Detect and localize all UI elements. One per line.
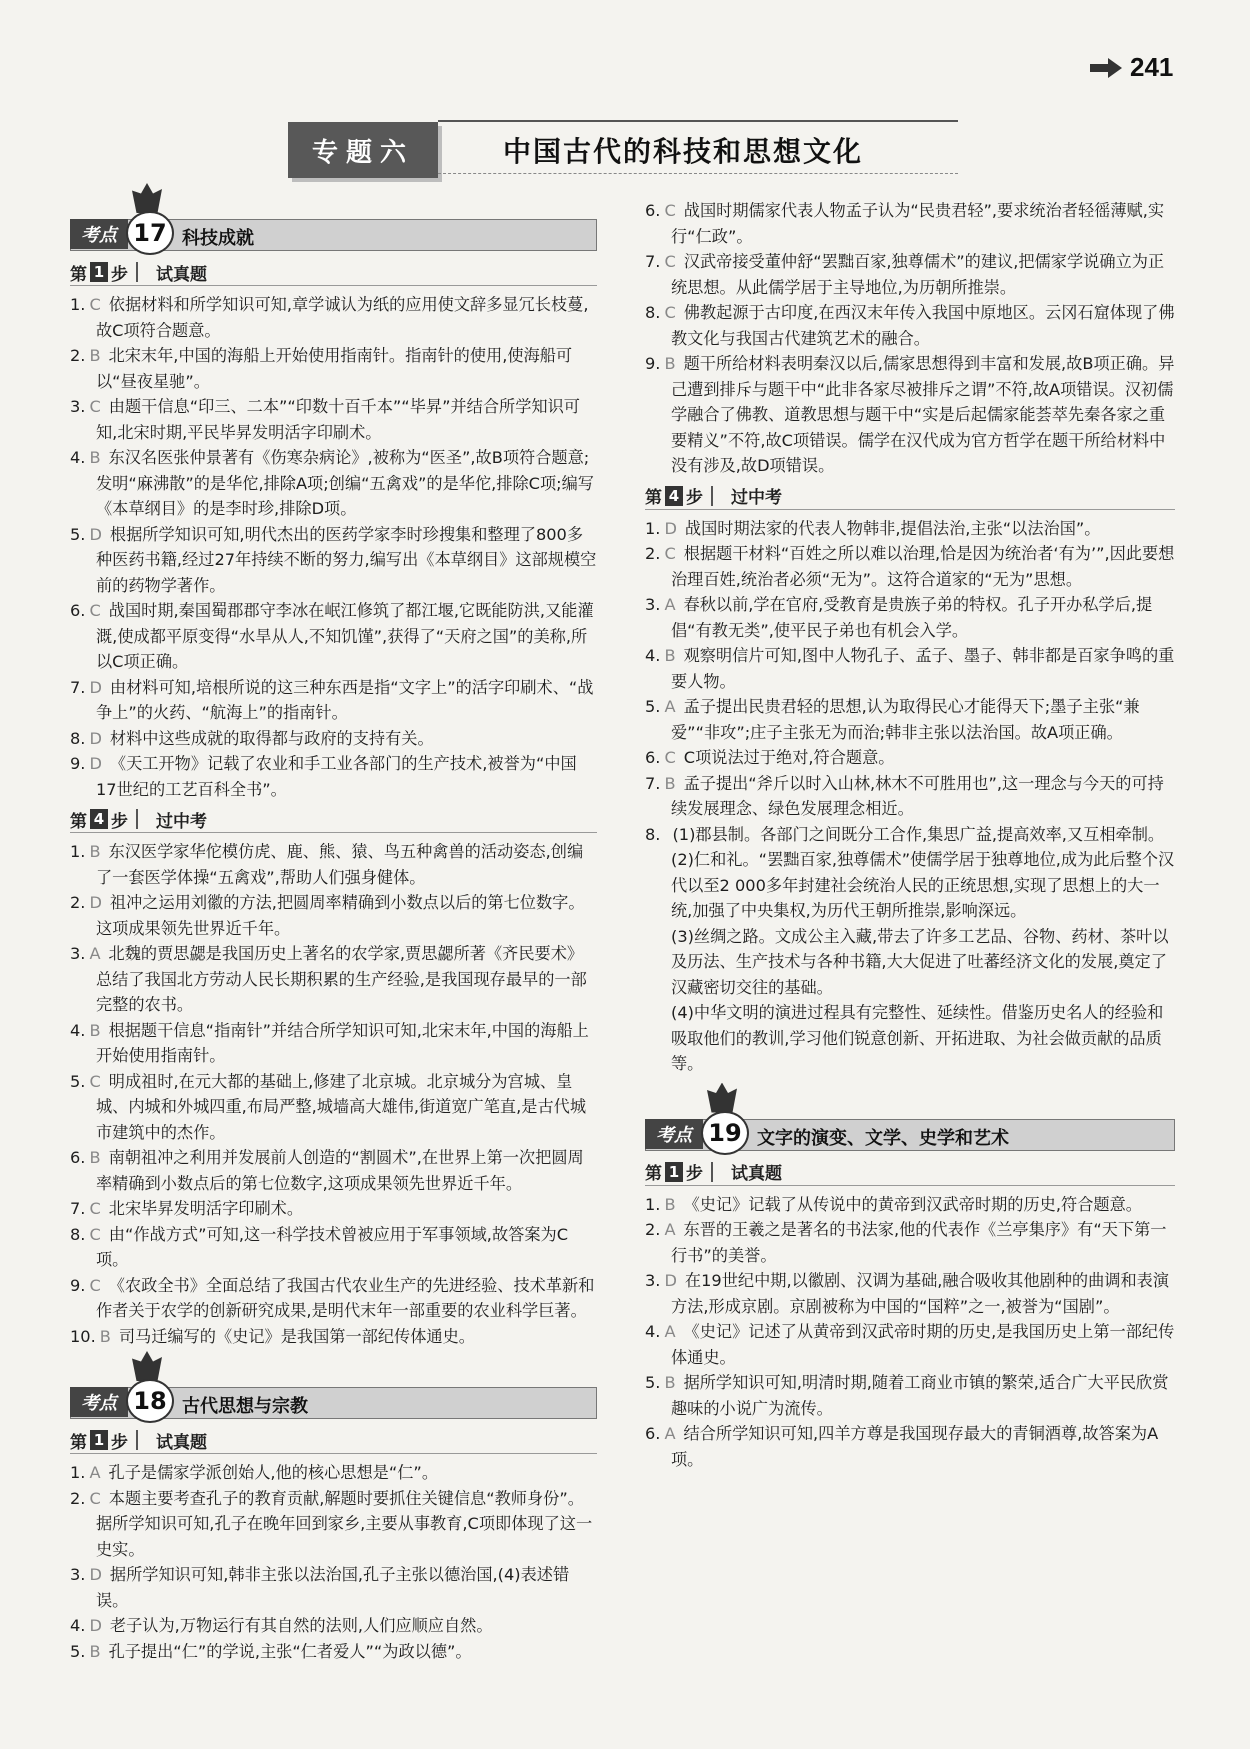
explanation-text: 东汉医学家华佗模仿虎、鹿、熊、猿、鸟五种禽兽的活动姿态,创编了一套医学体操“五禽戏”,帮助人们强身健体。	[96, 842, 584, 887]
question-number: 2.	[70, 893, 86, 912]
answer-letter: B	[89, 1148, 101, 1167]
question-number: 6.	[645, 1424, 661, 1443]
explanation-text: 《农政全书》全面总结了我国古代农业生产的先进经验、技术革新和作者关于农学的创新研究成果,是明代末年一部重要的农业科学巨著。	[96, 1275, 595, 1320]
question-number: 1.	[70, 295, 86, 314]
explanation-text: 战国时期,秦国蜀郡郡守李冰在岷江修筑了都江堰,它既能防洪,又能灌溉,使成都平原变得“水旱从人,不知饥馑”,获得了“天府之国”的美称,所以C项正确。	[96, 601, 594, 671]
answer-letter: A	[664, 697, 676, 716]
answer-item	[645, 300, 1175, 351]
answer-letter: D	[89, 1616, 102, 1635]
step-label: 第	[70, 1432, 87, 1453]
answer-letter: C	[89, 601, 101, 620]
answer-item	[645, 694, 1175, 745]
answer-letter: C	[89, 1224, 101, 1244]
answer-letter: B	[664, 646, 676, 665]
kaodian-17-header	[70, 207, 597, 253]
answer-item	[645, 771, 1175, 822]
step-number: 4	[665, 486, 683, 506]
explanation-text: 孟子提出民贵君轻的思想,认为取得民心才能得天下;墨子主张“兼爱”“非攻”;庄子主张无为而治;韩非主张以法治国。故A项正确。	[671, 697, 1140, 742]
explanation-text: 佛教起源于古印度,在西汉末年传入我国中原地区。云冈石窟体现了佛教文化与我国古代建筑艺术的融合。	[671, 303, 1175, 348]
explanation-text: 本题主要考查孔子的教育贡献,解题时要抓住关键信息“教师身份”。据所学知识可知,孔子在晚年回到家乡,主要从事教育,C项即体现了这一史实。	[96, 1488, 593, 1559]
question-number: 5.	[70, 524, 86, 544]
answer-letter: D	[89, 728, 102, 748]
question-number: 9.	[645, 354, 661, 373]
question-number: 8.	[70, 1224, 86, 1244]
divider	[438, 120, 958, 122]
question-number: 3.	[70, 944, 86, 963]
answer-letter: C	[664, 303, 676, 322]
sub-answer-list	[645, 847, 1175, 1077]
answer-list	[645, 1192, 1175, 1473]
answer-letter: C	[89, 1199, 101, 1218]
answer-item	[70, 1460, 597, 1486]
explanation-text: 结合所学知识可知,四羊方尊是我国现存最大的青铜酒尊,故答案为A项。	[671, 1424, 1159, 1469]
answer-letter: D	[89, 524, 102, 544]
step-separator	[136, 809, 152, 829]
question-number: 5.	[70, 1641, 86, 1661]
answer-item	[645, 198, 1175, 249]
sub-answer: (4)中华文明的演进过程具有完整性、延续性。借鉴历史名人的经验和吸取他们的教训,学习他们锐意创新、开拓进取、为社会做贡献的品质等。	[671, 1003, 1164, 1073]
explanation-text: 东汉名医张仲景著有《伤寒杂病论》,被称为“医圣”,故B项符合题意;发明“麻沸散”的是华佗,排除A项;创编“五禽戏”的是华佗,排除C项;编写《本草纲目》的是李时珍,排除D项。	[96, 448, 594, 518]
question-number: 5.	[645, 1373, 661, 1392]
answer-letter: D	[664, 518, 677, 538]
question-number: 3.	[645, 1271, 661, 1290]
question-number: 2.	[645, 1220, 661, 1239]
answer-item	[645, 592, 1175, 643]
answer-item	[70, 445, 597, 522]
question-number: 4.	[645, 1322, 661, 1341]
step-header	[645, 1159, 1175, 1186]
explanation-text: 根据题干材料“百姓之所以难以治理,恰是因为统治者‘有为’”,因此要想治理百姓,统治者必须“无为”。这符合道家的“无为”思想。	[671, 544, 1175, 589]
step-suffix: 步	[686, 488, 703, 508]
answer-item	[645, 541, 1175, 592]
flame-icon	[132, 1351, 162, 1381]
explanation-text: 据所学知识可知,韩非主张以法治国,孔子主张以德治国,(4)表述错误。	[96, 1565, 570, 1610]
answer-letter: A	[664, 1322, 676, 1341]
kaodian-number: 19	[701, 1111, 749, 1155]
answer-item	[645, 249, 1175, 300]
step-label: 第	[70, 264, 87, 285]
answer-letter: D	[89, 1565, 102, 1584]
answer-list	[70, 292, 597, 802]
question-number: 6.	[645, 748, 661, 767]
divider	[438, 173, 958, 174]
answer-letter: C	[89, 1488, 101, 1508]
topic-title: 中国古代的科技和思想文化	[503, 135, 864, 168]
step-title: 过中考	[156, 811, 207, 832]
explanation-text: 由材料可知,培根所说的这三种东西是指“文字上”的活字印刷术、“战争上”的火药、“航海上”的指南针。	[96, 677, 594, 722]
answer-letter: A	[89, 1463, 101, 1482]
explanation-text: 东晋的王羲之是著名的书法家,他的代表作《兰亭集序》有“天下第一行书”的美誉。	[671, 1220, 1167, 1265]
explanation-text: 战国时期法家的代表人物韩非,提倡法治,主张“以法治国”。	[684, 518, 1101, 538]
explanation-text: 题干所给材料表明秦汉以后,儒家思想得到丰富和发展,故B项正确。异己遭到排斥与题干中“此非各家尽被排斥之谓”不符,故A项错误。汉初儒学融合了佛教、道教思想与题干中“实是后起儒家能荟萃先秦各家之重要精义”不符,故C项错误。儒学在汉代成为官方哲学在题干所给材料中没有涉及,故D项错误。	[671, 354, 1175, 475]
question-number: 6.	[70, 1148, 86, 1167]
answer-letter: D	[664, 1271, 677, 1290]
step-header	[645, 483, 1175, 510]
step-header	[70, 1427, 597, 1454]
question-number: 4.	[70, 448, 86, 467]
explanation-text: 由“作战方式”可知,这一科学技术曾被应用于军事领域,故答案为C项。	[96, 1224, 569, 1269]
explanation-text: 《史记》记载了从传说中的黄帝到汉武帝时期的历史,符合题意。	[683, 1194, 1142, 1214]
explanation-text: 孟子提出“斧斤以时入山林,林木不可胜用也”,这一理念与今天的可持续发展理念、绿色发展理念相近。	[671, 773, 1164, 818]
answer-item	[70, 675, 597, 726]
answer-letter: C	[664, 544, 676, 563]
answer-letter: A	[664, 1424, 676, 1443]
answer-item	[70, 941, 597, 1018]
answer-item	[645, 1192, 1175, 1218]
answer-item	[70, 1613, 597, 1639]
answer-letter: C	[89, 1275, 101, 1295]
answer-letter: C	[664, 201, 676, 220]
question-number: 2.	[645, 544, 661, 563]
question-number: 5.	[645, 697, 661, 716]
step-label: 第	[645, 488, 662, 508]
answer-letter: B	[89, 842, 101, 861]
answer-letter: B	[664, 1194, 676, 1214]
answer-item	[645, 1268, 1175, 1319]
question-number: 4.	[645, 646, 661, 665]
answer-list	[70, 839, 597, 1349]
arrow-right-icon	[1090, 58, 1124, 78]
answer-item	[645, 643, 1175, 694]
question-number: 3.	[70, 1565, 86, 1584]
step-title: 过中考	[731, 488, 782, 508]
kaodian-tag: 考点	[70, 219, 128, 249]
step-label: 第	[70, 811, 87, 832]
question-number: 7.	[645, 252, 661, 271]
topic-banner	[288, 116, 958, 180]
question-number: 8.	[70, 728, 86, 748]
step-suffix: 步	[111, 1432, 128, 1453]
step-label: 第	[645, 1164, 662, 1184]
answer-list	[645, 516, 1175, 848]
question-number: 7.	[70, 677, 86, 697]
answer-letter: B	[89, 346, 101, 365]
flame-icon	[707, 1083, 737, 1113]
kaodian-name: 文字的演变、文学、史学和艺术	[757, 1127, 1009, 1149]
question-number: 5.	[70, 1071, 86, 1091]
right-column	[645, 198, 1175, 1472]
question-number: 7.	[70, 1199, 86, 1218]
answer-letter: B	[664, 1373, 676, 1392]
answer-item	[70, 1196, 597, 1222]
step-suffix: 步	[111, 264, 128, 285]
answer-letter: C	[89, 295, 101, 314]
answer-item	[645, 1217, 1175, 1268]
answer-item	[645, 745, 1175, 771]
step-separator	[136, 1430, 152, 1450]
explanation-text: 根据所学知识可知,明代杰出的医药学家李时珍搜集和整理了800多种医药书籍,经过27年持续不断的努力,编写出《本草纲目》这部规模空前的药物学著作。	[96, 524, 597, 595]
step-suffix: 步	[111, 811, 128, 832]
explanation-text: 春秋以前,学在官府,受教育是贵族子弟的特权。孔子开办私学后,提倡“有教无类”,使平民子弟也有机会入学。	[671, 595, 1153, 640]
question-number: 1.	[645, 1194, 661, 1214]
step-header	[70, 259, 597, 286]
explanation-text: 依据材料和所学知识可知,章学诚认为纸的应用使文辞多显冗长枝蔓,故C项符合题意。	[96, 295, 589, 340]
step-separator	[136, 262, 152, 282]
answer-item	[70, 1562, 597, 1613]
question-number: 7.	[645, 773, 661, 793]
question-number: 1.	[70, 842, 86, 861]
step-title: 试真题	[156, 264, 207, 285]
question-number: 4.	[70, 1020, 86, 1040]
question-number: 9.	[70, 754, 86, 773]
answer-item	[70, 1486, 597, 1563]
sub-answer: (3)丝绸之路。文成公主入藏,带去了许多工艺品、谷物、药材、茶叶以及历法、生产技术与各种书籍,大大促进了吐蕃经济文化的发展,奠定了汉藏密切交往的基础。	[671, 926, 1169, 997]
explanation-text: 材料中这些成就的取得都与政府的支持有关。	[109, 728, 434, 748]
step-number: 1	[665, 1162, 683, 1182]
step-suffix: 步	[686, 1164, 703, 1184]
answer-item	[70, 1324, 597, 1350]
answer-letter: C	[664, 252, 676, 271]
answer-item	[70, 598, 597, 675]
answer-list	[70, 1460, 597, 1664]
explanation-text: 司马迁编写的《史记》是我国第一部纪传体通史。	[118, 1326, 475, 1346]
kaodian-tag: 考点	[70, 1387, 128, 1417]
question-number: 6.	[70, 601, 86, 620]
question-number: 1.	[645, 518, 661, 538]
answer-item	[70, 726, 597, 752]
sub-answer: (2)仁和礼。“罢黜百家,独尊儒术”使儒学居于独尊地位,成为此后整个汉代以至2 000多年封建社会统治人民的正统思想,实现了思想上的大一统,加强了中央集权,为历代王朝所推崇,影响深远。	[671, 850, 1175, 920]
answer-item	[70, 1145, 597, 1196]
explanation-text: 汉武帝接受董仲舒“罢黜百家,独尊儒术”的建议,把儒家学说确立为正统思想。从此儒学居于主导地位,为历朝所推崇。	[671, 252, 1165, 297]
step-number: 1	[90, 1430, 108, 1450]
answer-letter: B	[89, 1641, 101, 1661]
flame-icon	[132, 183, 162, 213]
answer-letter: D	[89, 893, 102, 912]
question-number: 6.	[645, 201, 661, 220]
answer-item	[70, 343, 597, 394]
explanation-text: 孔子是儒家学派创始人,他的核心思想是“仁”。	[108, 1463, 439, 1482]
explanation-text: 北魏的贾思勰是我国历史上著名的农学家,贾思勰所著《齐民要术》总结了我国北方劳动人民长期积累的生产经验,是我国现存最早的一部完整的农书。	[96, 944, 587, 1014]
explanation-text: 北宋毕昇发明活字印刷术。	[108, 1199, 304, 1218]
explanation-text: 祖冲之运用刘徽的方法,把圆周率精确到小数点以后的第七位数字。这项成果领先世界近千年。	[96, 893, 585, 938]
left-column	[70, 195, 597, 1664]
question-number: 3.	[645, 595, 661, 614]
answer-item	[70, 522, 597, 599]
page-number	[1090, 52, 1173, 83]
question-number: 10.	[70, 1326, 96, 1346]
kaodian-name: 古代思想与宗教	[182, 1396, 308, 1417]
answer-letter: D	[89, 754, 102, 773]
answer-item	[645, 516, 1175, 542]
answer-item	[70, 1018, 597, 1069]
topic-tag: 专题六	[288, 122, 438, 178]
explanation-text: 在19世纪中期,以徽剧、汉调为基础,融合吸收其他剧种的曲调和表演方法,形成京剧。京剧被称为中国的“国粹”之一,被誉为“国剧”。	[671, 1271, 1170, 1316]
step-title: 试真题	[156, 1432, 207, 1453]
page-number-text: 241	[1130, 52, 1174, 82]
answer-letter: A	[664, 595, 676, 614]
answer-letter: B	[99, 1326, 111, 1346]
step-number: 1	[90, 262, 108, 282]
step-separator	[711, 486, 727, 506]
answer-item	[645, 351, 1175, 479]
answer-item	[70, 292, 597, 343]
explanation-text: 战国时期儒家代表人物孟子认为“民贵君轻”,要求统治者轻徭薄赋,实行“仁政”。	[671, 201, 1165, 246]
question-number: 8.	[645, 824, 661, 844]
answer-item	[645, 822, 1175, 848]
answer-letter: B	[664, 354, 676, 373]
question-number: 2.	[70, 346, 86, 365]
question-number: 3.	[70, 397, 86, 416]
question-number: 9.	[70, 1275, 86, 1295]
answer-letter: B	[664, 773, 676, 793]
kaodian-19-header	[645, 1107, 1175, 1153]
explanation-text: 根据题干信息“指南针”并结合所学知识可知,北宋末年,中国的海船上开始使用指南针。	[96, 1020, 589, 1065]
explanation-text: 据所学知识可知,明清时期,随着工商业市镇的繁荣,适合广大平民欣赏趣味的小说广为流传。	[671, 1373, 1169, 1418]
answer-item	[70, 839, 597, 890]
step-header	[70, 806, 597, 833]
step-title: 试真题	[731, 1164, 782, 1184]
answer-letter: C	[89, 397, 101, 416]
explanation-text: C项说法过于绝对,符合题意。	[683, 748, 895, 767]
answer-item	[70, 394, 597, 445]
explanation-text: 《天工开物》记载了农业和手工业各部门的生产技术,被誉为“中国17世纪的工艺百科全书”。	[96, 754, 577, 799]
answer-item	[70, 1069, 597, 1146]
explanation-text: 南朝祖冲之利用并发展前人创造的“割圆术”,在世界上第一次把圆周率精确到小数点后的第七位数字,这项成果领先世界近千年。	[96, 1148, 584, 1193]
question-number: 1.	[70, 1463, 86, 1482]
answer-letter: D	[89, 677, 102, 697]
kaodian-number: 17	[126, 211, 174, 255]
explanation-text: 孔子提出“仁”的学说,主张“仁者爱人”“为政以德”。	[108, 1641, 472, 1661]
step-separator	[711, 1162, 727, 1182]
step-number: 4	[90, 809, 108, 829]
explanation-text: 由题干信息“印三、二本”“印数十百千本”“毕昇”并结合所学知识可知,北宋时期,平民毕昇发明活字印刷术。	[96, 397, 580, 442]
answer-list	[645, 198, 1175, 479]
kaodian-tag: 考点	[645, 1119, 703, 1149]
explanation-text: 《史记》记述了从黄帝到汉武帝时期的历史,是我国历史上第一部纪传体通史。	[671, 1322, 1175, 1367]
answer-item	[70, 890, 597, 941]
question-number: 4.	[70, 1616, 86, 1635]
answer-letter: A	[89, 944, 101, 963]
kaodian-18-header	[70, 1375, 597, 1421]
explanation-text: 观察明信片可知,图中人物孔子、孟子、墨子、韩非都是百家争鸣的重要人物。	[671, 646, 1175, 691]
answer-letter: C	[89, 1071, 101, 1091]
kaodian-number: 18	[126, 1379, 174, 1423]
explanation-text: 北宋末年,中国的海船上开始使用指南针。指南针的使用,使海船可以“昼夜星驰”。	[96, 346, 573, 391]
answer-item	[70, 1273, 597, 1324]
answer-item	[645, 1319, 1175, 1370]
answer-letter: C	[664, 748, 676, 767]
answer-item	[645, 1421, 1175, 1472]
answer-item	[645, 1370, 1175, 1421]
kaodian-name: 科技成就	[182, 228, 254, 249]
explanation-text: (1)郡县制。各部门之间既分工合作,集思广益,提高效率,又互相牵制。	[672, 824, 1165, 844]
question-number: 8.	[645, 303, 661, 322]
answer-letter: B	[89, 1020, 101, 1040]
explanation-text: 明成祖时,在元大都的基础上,修建了北京城。北京城分为宫城、皇城、内城和外城四重,布局严整,城墙高大雄伟,街道宽广笔直,是古代城市建筑中的杰作。	[96, 1071, 587, 1142]
question-number: 2.	[70, 1488, 86, 1508]
answer-item	[70, 1639, 597, 1665]
answer-letter: B	[89, 448, 101, 467]
answer-item	[70, 751, 597, 802]
answer-letter: A	[664, 1220, 676, 1239]
explanation-text: 老子认为,万物运行有其自然的法则,人们应顺应自然。	[109, 1616, 493, 1635]
answer-item	[70, 1222, 597, 1273]
